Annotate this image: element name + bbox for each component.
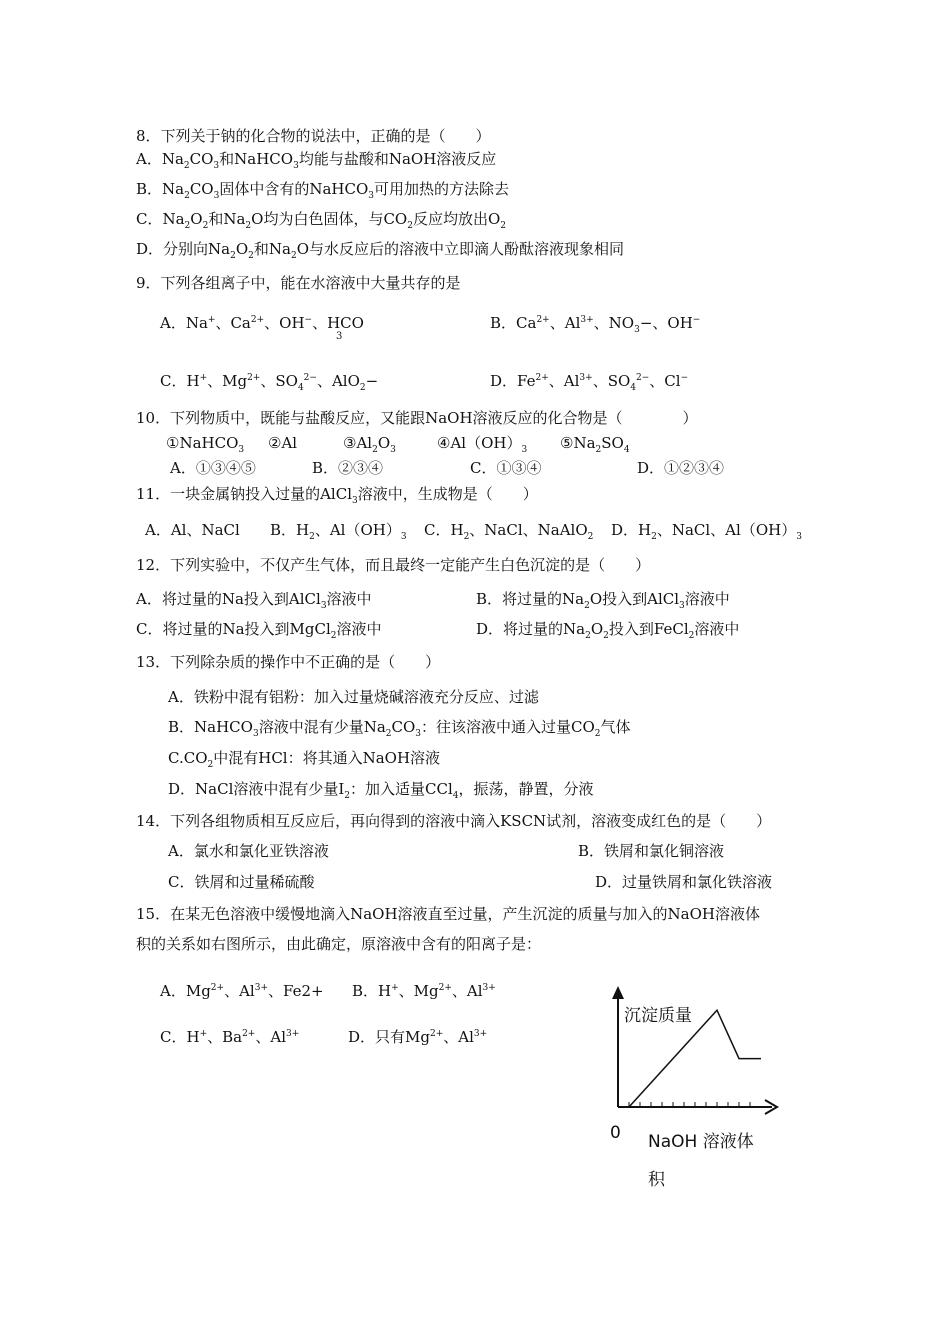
q13-option-c: $C.CO_2$中混有HCl：将其通入NaOH溶液 (168, 749, 441, 770)
q14-option-d: D．过量铁屑和氯化铁溶液 (595, 873, 773, 891)
q14-option-a: A．氯水和氯化亚铁溶液 (168, 842, 329, 860)
q11-option-c: C．$H_2$、NaCl、NaAlO$_2$ (424, 521, 594, 542)
chart-y-axis-label: 沉淀质量 (624, 1006, 692, 1026)
q10-item-5: $⑤Na_2SO_4$ (560, 434, 630, 455)
q14-option-b: B．铁屑和氯化铜溶液 (578, 842, 725, 860)
q9-option-d: D．$Fe^{2+}$、$Al^{3+}$、$SO_4^{2-}$、Cl− (490, 372, 689, 393)
q12-option-a: A．将过量的Na投入到AlCl$_3$溶液中 (136, 590, 372, 611)
q15-stem-line1: 15．在某无色溶液中缓慢地滴入NaOH溶液直至过量，产生沉淀的质量与加入的NaOH溶液体 (136, 905, 760, 923)
q15-option-d: D．只有$Mg^{2+}$、$Al^{3+}$ (348, 1028, 488, 1046)
q9-option-a: A．Na+、$Ca^{2+}$、OH−、HCO (160, 314, 364, 332)
chart-x-axis-label-wrap: 积 (648, 1170, 665, 1190)
q8-stem: 8．下列关于钠的化合物的说法中，正确的是（ ） (136, 127, 491, 145)
chart-series-line (629, 1010, 761, 1107)
q10-item-4: $④Al(OH)_3$ (437, 434, 528, 455)
q10-option-c: C．①③④ (470, 459, 542, 477)
q10-item-3: $③Al_2O_3$ (343, 434, 396, 455)
q8-option-c: C．$Na_2O_2$和$Na_2O$均为白色固体，与$CO_2$反应均放出$O_2$ (136, 210, 506, 231)
q8-option-a: A．$Na_2CO_3$和NaHCO$_3$均能与盐酸和NaOH溶液反应 (136, 150, 497, 171)
q13-option-a: A．铁粉中混有铝粉：加入过量烧碱溶液充分反应、过滤 (168, 688, 539, 706)
q13-option-b: B．NaHCO$_3$溶液中混有少量$Na_2CO_3$：往该溶液中通入过量$CO_2$气体 (168, 718, 631, 739)
q11-option-b: B．$H_2$、$Al(OH)_3$ (270, 521, 407, 542)
q10-option-d: D．①②③④ (637, 459, 725, 477)
q15-option-a: A．$Mg^{2+}$、$Al^{3+}$、Fe2+ (160, 982, 324, 1000)
q9-option-c: C．H+、$Mg^{2+}$、$SO_4^{2-}$、AlO$_2$− (160, 372, 379, 393)
q9-option-a-subscript: 3 (336, 331, 343, 342)
q10-item-1: ①NaHCO$_3$ (166, 434, 245, 455)
q10-item-2: ②Al (268, 434, 298, 452)
q8-option-d: D．分别向$Na_2O_2$和$Na_2O$与水反应后的溶液中立即滴人酚酞溶液现象相同 (136, 240, 625, 261)
q10-stem: 10．下列物质中，既能与盐酸反应，又能跟NaOH溶液反应的化合物是（ ） (136, 409, 698, 427)
q11-option-d: D．$H_2$、NaCl、$Al(OH)_3$ (611, 521, 802, 542)
q12-stem: 12．下列实验中，不仅产生气体，而且最终一定能产生白色沉淀的是（ ） (136, 556, 651, 574)
q13-stem: 13．下列除杂质的操作中不正确的是（ ） (136, 653, 441, 671)
q9-option-b: B．$Ca^{2+}$、$Al^{3+}$、$NO_3-$、OH− (490, 314, 701, 335)
q14-stem: 14．下列各组物质相互反应后，再向得到的溶液中滴入KSCN试剂，溶液变成红色的是（ ） (136, 812, 772, 830)
q15-option-c: C．H+、$Ba^{2+}$、$Al^{3+}$ (160, 1028, 300, 1046)
q11-option-a: A．Al、NaCl (145, 521, 240, 539)
q14-option-c: C．铁屑和过量稀硫酸 (168, 873, 315, 891)
q15-stem-line2: 积的关系如右图所示，由此确定，原溶液中含有的阳离子是： (136, 935, 542, 953)
q10-option-a: A．①③④⑤ (170, 459, 256, 477)
q13-option-d: D．NaCl溶液中混有少量$I_2$：加入适量CCl$_4$，振荡，静置，分液 (168, 780, 594, 801)
chart-origin-label: 0 (610, 1123, 621, 1143)
chart-y-axis-arrow (612, 986, 624, 999)
q12-option-b: B．将过量的$Na_2O$投入到AlCl$_3$溶液中 (476, 590, 730, 611)
q12-option-c: C．将过量的Na投入到MgCl$_2$溶液中 (136, 620, 382, 641)
q15-option-b: B．H+、$Mg^{2+}$、$Al^{3+}$ (352, 982, 496, 1000)
q8-option-b: B．$Na_2CO_3$固体中含有的NaHCO$_3$可用加热的方法除去 (136, 180, 510, 201)
q10-option-b: B．②③④ (312, 459, 384, 477)
q12-option-d: D．将过量的$Na_2O_2$投入到FeCl$_2$溶液中 (476, 620, 740, 641)
q9-stem: 9．下列各组离子中，能在水溶液中大量共存的是 (136, 274, 461, 292)
q11-stem: 11．一块金属钠投入过量的AlCl$_3$溶液中，生成物是（ ） (136, 485, 538, 506)
chart-x-axis-label: NaOH 溶液体 (648, 1132, 754, 1152)
